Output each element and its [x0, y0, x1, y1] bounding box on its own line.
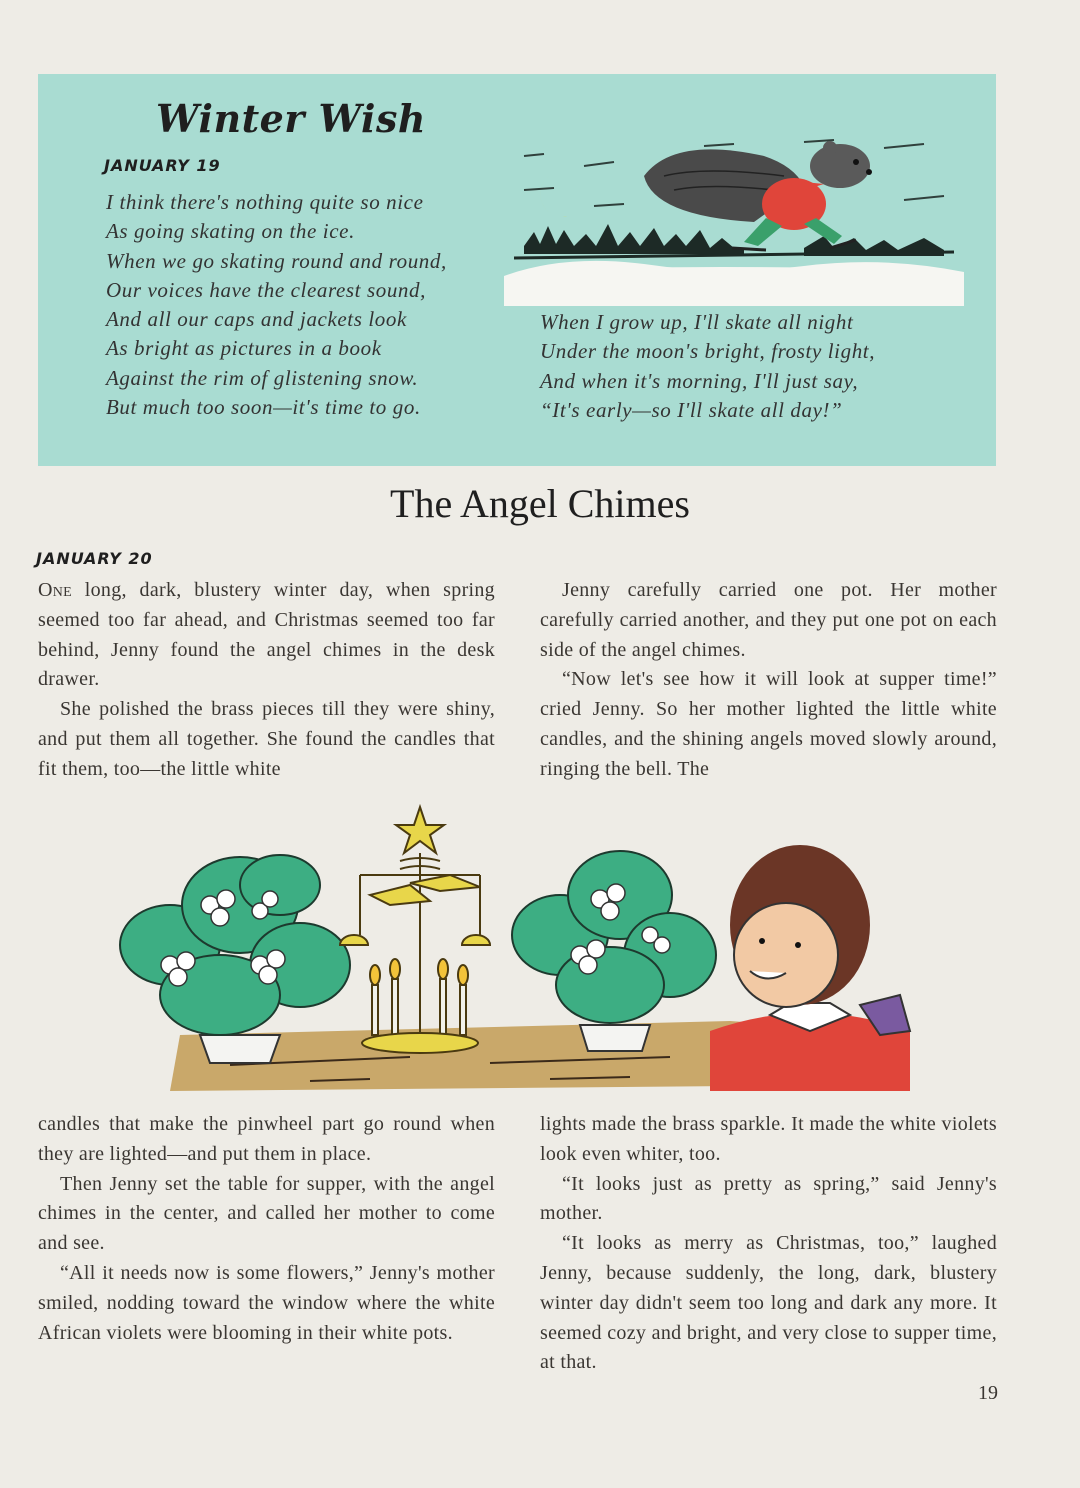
- poem-line: As going skating on the ice.: [106, 219, 355, 244]
- poem-line: Under the moon's bright, frosty light,: [540, 339, 876, 364]
- story-column-top-right: [540, 576, 997, 785]
- story-column-bottom-right: [540, 1110, 997, 1378]
- poem-stanza-left: [106, 188, 447, 422]
- page-number: 19: [978, 1382, 998, 1404]
- poem-title: Winter Wish: [156, 96, 427, 141]
- poem-line: As bright as pictures in a book: [106, 336, 382, 361]
- poem-line: When we go skating round and round,: [106, 248, 447, 273]
- angel-chimes: [340, 807, 490, 1053]
- poem-line: When I grow up, I'll skate all night: [540, 310, 854, 334]
- story-paragraph: “It looks just as pretty as spring,” said Jenny's mother.: [540, 1172, 997, 1225]
- story-paragraph: Jenny carefully carried one pot. Her mother carefully carried another, and they put one pot on each side of the angel chimes.: [540, 579, 997, 661]
- poem-line: “It's early—so I'll skate all day!”: [540, 397, 843, 422]
- story-paragraph: She polished the brass pieces till they were shiny, and put them all together. She found the candles that fit them, too—the little white: [38, 698, 495, 780]
- poem-stanza-right: [540, 308, 875, 425]
- girl-jenny: [710, 845, 910, 1091]
- angel-chimes-illustration: [110, 795, 960, 1105]
- poem-line: But much too soon—it's time to go.: [106, 395, 421, 420]
- drop-word: One: [38, 579, 73, 601]
- poem-line: Against the rim of glistening snow.: [106, 365, 419, 390]
- story-paragraph: candles that make the pinwheel part go round when they are lighted—and put them in place.: [38, 1113, 495, 1165]
- story-paragraph: lights made the brass sparkle. It made the white violets look even whiter, too.: [540, 1113, 997, 1165]
- story-date: JANUARY 20: [36, 549, 153, 568]
- story-title: The Angel Chimes: [390, 481, 690, 526]
- poem-line: I think there's nothing quite so nice: [106, 190, 424, 214]
- violet-plant-right: [512, 851, 716, 1051]
- story-paragraph: One long, dark, blustery winter day, when spring seemed too far ahead, and Christmas seemed too far behind, Jenny found the angel chimes in the desk drawer.: [38, 579, 495, 691]
- poem-line: And when it's morning, I'll just say,: [540, 368, 859, 393]
- story-paragraph: Then Jenny set the table for supper, with the angel chimes in the center, and called her mother to come and see.: [38, 1172, 495, 1255]
- story-column-top-left: [38, 576, 495, 785]
- poem-line: Our voices have the clearest sound,: [106, 277, 426, 302]
- story-paragraph: “All it needs now is some flowers,” Jenny's mother smiled, nodding toward the window where the white African violets were blooming in their white pots.: [38, 1261, 495, 1344]
- story-column-bottom-left: [38, 1110, 495, 1348]
- poem-date: JANUARY 19: [104, 156, 221, 175]
- poem-line: And all our caps and jackets look: [106, 307, 407, 332]
- squirrel-skating-illustration: [504, 126, 964, 306]
- story-paragraph: “Now let's see how it will look at supper time!” cried Jenny. So her mother lighted the little white candles, and the shining angels moved slowly around, ringing the bell. The: [540, 668, 997, 780]
- story-paragraph: “It looks as merry as Christmas, too,” laughed Jenny, because suddenly, the long, dark, blustery winter day didn't seem too long and dark any more. It seemed cozy and bright, and very close to supper time, at that.: [540, 1232, 997, 1374]
- poem-panel: [38, 74, 996, 466]
